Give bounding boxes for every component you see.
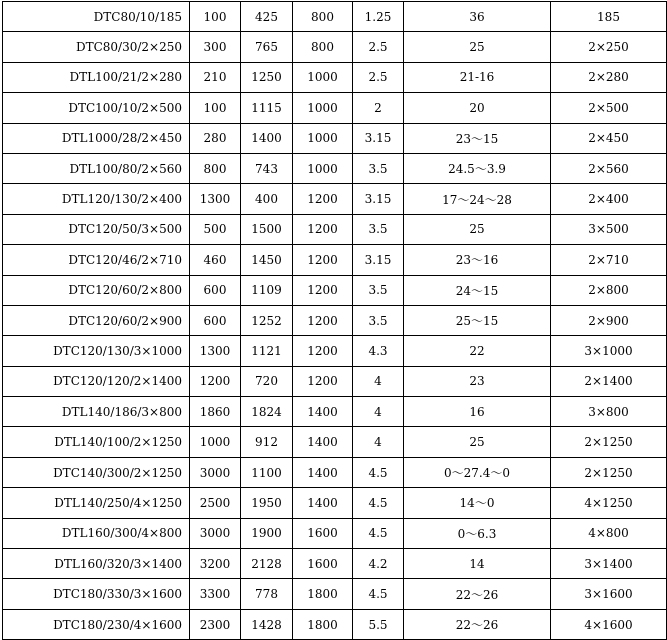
cell-value-a: 100 bbox=[190, 93, 241, 123]
table-row bbox=[3, 518, 667, 548]
table-row bbox=[3, 549, 667, 579]
cell-spec: 2×710 bbox=[551, 245, 667, 275]
cell-value-b: 1250 bbox=[241, 62, 293, 92]
table-row bbox=[3, 62, 667, 92]
cell-spec: 185 bbox=[551, 2, 667, 32]
cell-value-c: 1400 bbox=[293, 488, 353, 518]
cell-spec: 2×900 bbox=[551, 305, 667, 335]
cell-spec: 2×560 bbox=[551, 153, 667, 183]
cell-model: DTL140/186/3×800 bbox=[3, 397, 190, 427]
cell-value-d: 2 bbox=[353, 93, 404, 123]
cell-value-d: 4 bbox=[353, 397, 404, 427]
cell-value-b: 1121 bbox=[241, 336, 293, 366]
table-row bbox=[3, 427, 667, 457]
cell-value-d: 4.5 bbox=[353, 579, 404, 609]
cell-value-b: 1100 bbox=[241, 457, 293, 487]
cell-model: DTC120/120/2×1400 bbox=[3, 366, 190, 396]
cell-range: 23～15 bbox=[404, 123, 551, 153]
cell-value-a: 1200 bbox=[190, 366, 241, 396]
cell-value-d: 3.15 bbox=[353, 245, 404, 275]
cell-value-a: 3300 bbox=[190, 579, 241, 609]
cell-range: 25 bbox=[404, 214, 551, 244]
cell-value-d: 3.15 bbox=[353, 123, 404, 153]
cell-range: 14～0 bbox=[404, 488, 551, 518]
cell-value-c: 1600 bbox=[293, 518, 353, 548]
cell-model: DTC180/230/4×1600 bbox=[3, 609, 190, 639]
cell-value-a: 1860 bbox=[190, 397, 241, 427]
cell-range: 17～24～28 bbox=[404, 184, 551, 214]
cell-spec: 3×500 bbox=[551, 214, 667, 244]
cell-range: 0～6.3 bbox=[404, 518, 551, 548]
cell-value-a: 3000 bbox=[190, 457, 241, 487]
cell-range: 14 bbox=[404, 549, 551, 579]
cell-range: 22～26 bbox=[404, 579, 551, 609]
cell-spec: 4×800 bbox=[551, 518, 667, 548]
cell-value-a: 300 bbox=[190, 32, 241, 62]
table-row bbox=[3, 305, 667, 335]
cell-value-b: 1428 bbox=[241, 609, 293, 639]
cell-value-d: 4.2 bbox=[353, 549, 404, 579]
cell-spec: 2×800 bbox=[551, 275, 667, 305]
cell-spec: 4×1250 bbox=[551, 488, 667, 518]
cell-value-b: 912 bbox=[241, 427, 293, 457]
cell-value-d: 4.5 bbox=[353, 488, 404, 518]
cell-value-c: 1200 bbox=[293, 336, 353, 366]
cell-value-c: 800 bbox=[293, 32, 353, 62]
cell-value-c: 1200 bbox=[293, 184, 353, 214]
cell-value-c: 1400 bbox=[293, 427, 353, 457]
cell-value-b: 1252 bbox=[241, 305, 293, 335]
cell-value-d: 3.5 bbox=[353, 275, 404, 305]
cell-value-c: 1800 bbox=[293, 609, 353, 639]
cell-spec: 3×1000 bbox=[551, 336, 667, 366]
cell-value-d: 2.5 bbox=[353, 62, 404, 92]
cell-value-d: 3.15 bbox=[353, 184, 404, 214]
cell-value-b: 1400 bbox=[241, 123, 293, 153]
cell-value-a: 600 bbox=[190, 275, 241, 305]
cell-range: 24～15 bbox=[404, 275, 551, 305]
cell-range: 22 bbox=[404, 336, 551, 366]
cell-range: 22～26 bbox=[404, 609, 551, 639]
cell-value-d: 3.5 bbox=[353, 305, 404, 335]
cell-range: 36 bbox=[404, 2, 551, 32]
cell-range: 24.5～3.9 bbox=[404, 153, 551, 183]
cell-range: 0～27.4～0 bbox=[404, 457, 551, 487]
cell-value-b: 743 bbox=[241, 153, 293, 183]
cell-range: 21-16 bbox=[404, 62, 551, 92]
cell-range: 25～15 bbox=[404, 305, 551, 335]
table-row bbox=[3, 214, 667, 244]
table-row bbox=[3, 579, 667, 609]
cell-spec: 2×450 bbox=[551, 123, 667, 153]
cell-value-b: 1109 bbox=[241, 275, 293, 305]
cell-value-a: 1000 bbox=[190, 427, 241, 457]
cell-value-d: 4 bbox=[353, 366, 404, 396]
cell-value-c: 1200 bbox=[293, 275, 353, 305]
cell-spec: 2×400 bbox=[551, 184, 667, 214]
table-row bbox=[3, 93, 667, 123]
cell-model: DTC120/50/3×500 bbox=[3, 214, 190, 244]
cell-spec: 3×800 bbox=[551, 397, 667, 427]
cell-value-c: 1400 bbox=[293, 457, 353, 487]
table-row bbox=[3, 336, 667, 366]
table-row bbox=[3, 245, 667, 275]
cell-value-a: 500 bbox=[190, 214, 241, 244]
cell-range: 23 bbox=[404, 366, 551, 396]
cell-model: DTL100/80/2×560 bbox=[3, 153, 190, 183]
cell-model: DTL1000/28/2×450 bbox=[3, 123, 190, 153]
cell-model: DTL160/320/3×1400 bbox=[3, 549, 190, 579]
cell-value-b: 1450 bbox=[241, 245, 293, 275]
cell-model: DTC140/300/2×1250 bbox=[3, 457, 190, 487]
cell-spec: 2×280 bbox=[551, 62, 667, 92]
cell-model: DTL120/130/2×400 bbox=[3, 184, 190, 214]
table-row bbox=[3, 457, 667, 487]
conveyor-spec-table bbox=[2, 1, 667, 640]
cell-value-a: 2500 bbox=[190, 488, 241, 518]
cell-spec: 2×500 bbox=[551, 93, 667, 123]
cell-value-d: 3.5 bbox=[353, 214, 404, 244]
cell-value-a: 600 bbox=[190, 305, 241, 335]
cell-model: DTC120/60/2×800 bbox=[3, 275, 190, 305]
cell-value-b: 1115 bbox=[241, 93, 293, 123]
cell-value-d: 3.5 bbox=[353, 153, 404, 183]
cell-value-c: 1000 bbox=[293, 123, 353, 153]
cell-value-a: 3000 bbox=[190, 518, 241, 548]
cell-spec: 2×250 bbox=[551, 32, 667, 62]
cell-model: DTC120/130/3×1000 bbox=[3, 336, 190, 366]
cell-value-c: 1000 bbox=[293, 62, 353, 92]
cell-value-b: 2128 bbox=[241, 549, 293, 579]
cell-range: 25 bbox=[404, 32, 551, 62]
cell-value-d: 5.5 bbox=[353, 609, 404, 639]
cell-spec: 3×1400 bbox=[551, 549, 667, 579]
table-row bbox=[3, 488, 667, 518]
cell-range: 25 bbox=[404, 427, 551, 457]
cell-model: DTC180/330/3×1600 bbox=[3, 579, 190, 609]
cell-model: DTL140/100/2×1250 bbox=[3, 427, 190, 457]
cell-model: DTC120/46/2×710 bbox=[3, 245, 190, 275]
cell-value-a: 3200 bbox=[190, 549, 241, 579]
cell-value-b: 1900 bbox=[241, 518, 293, 548]
cell-value-a: 460 bbox=[190, 245, 241, 275]
cell-spec: 2×1250 bbox=[551, 427, 667, 457]
cell-range: 23～16 bbox=[404, 245, 551, 275]
table-row bbox=[3, 153, 667, 183]
cell-value-c: 1400 bbox=[293, 397, 353, 427]
cell-value-a: 1300 bbox=[190, 336, 241, 366]
cell-value-b: 778 bbox=[241, 579, 293, 609]
cell-value-d: 4.3 bbox=[353, 336, 404, 366]
cell-value-b: 1824 bbox=[241, 397, 293, 427]
cell-spec: 4×1600 bbox=[551, 609, 667, 639]
cell-value-a: 2300 bbox=[190, 609, 241, 639]
cell-value-c: 1600 bbox=[293, 549, 353, 579]
table-row bbox=[3, 123, 667, 153]
cell-model: DTC80/30/2×250 bbox=[3, 32, 190, 62]
table-body bbox=[3, 2, 667, 640]
cell-value-b: 1500 bbox=[241, 214, 293, 244]
cell-value-b: 765 bbox=[241, 32, 293, 62]
cell-value-d: 1.25 bbox=[353, 2, 404, 32]
cell-model: DTC100/10/2×500 bbox=[3, 93, 190, 123]
cell-value-c: 800 bbox=[293, 2, 353, 32]
cell-value-d: 2.5 bbox=[353, 32, 404, 62]
cell-value-a: 280 bbox=[190, 123, 241, 153]
table-row bbox=[3, 2, 667, 32]
table-row bbox=[3, 609, 667, 639]
cell-value-b: 400 bbox=[241, 184, 293, 214]
cell-value-c: 1000 bbox=[293, 153, 353, 183]
cell-value-d: 4 bbox=[353, 427, 404, 457]
cell-value-c: 1800 bbox=[293, 579, 353, 609]
cell-spec: 2×1400 bbox=[551, 366, 667, 396]
table-row bbox=[3, 275, 667, 305]
cell-spec: 3×1600 bbox=[551, 579, 667, 609]
table-row bbox=[3, 397, 667, 427]
cell-value-b: 425 bbox=[241, 2, 293, 32]
cell-model: DTL100/21/2×280 bbox=[3, 62, 190, 92]
cell-value-d: 4.5 bbox=[353, 518, 404, 548]
cell-value-a: 210 bbox=[190, 62, 241, 92]
cell-range: 20 bbox=[404, 93, 551, 123]
cell-value-b: 720 bbox=[241, 366, 293, 396]
cell-model: DTC120/60/2×900 bbox=[3, 305, 190, 335]
cell-value-c: 1200 bbox=[293, 305, 353, 335]
table-row bbox=[3, 366, 667, 396]
cell-value-c: 1200 bbox=[293, 245, 353, 275]
cell-model: DTL140/250/4×1250 bbox=[3, 488, 190, 518]
cell-value-a: 100 bbox=[190, 2, 241, 32]
cell-spec: 2×1250 bbox=[551, 457, 667, 487]
cell-value-c: 1200 bbox=[293, 214, 353, 244]
cell-value-c: 1200 bbox=[293, 366, 353, 396]
cell-value-a: 1300 bbox=[190, 184, 241, 214]
cell-value-a: 800 bbox=[190, 153, 241, 183]
cell-value-c: 1000 bbox=[293, 93, 353, 123]
cell-range: 16 bbox=[404, 397, 551, 427]
table-row bbox=[3, 32, 667, 62]
cell-value-d: 4.5 bbox=[353, 457, 404, 487]
cell-value-b: 1950 bbox=[241, 488, 293, 518]
cell-model: DTC80/10/185 bbox=[3, 2, 190, 32]
table-row bbox=[3, 184, 667, 214]
cell-model: DTL160/300/4×800 bbox=[3, 518, 190, 548]
